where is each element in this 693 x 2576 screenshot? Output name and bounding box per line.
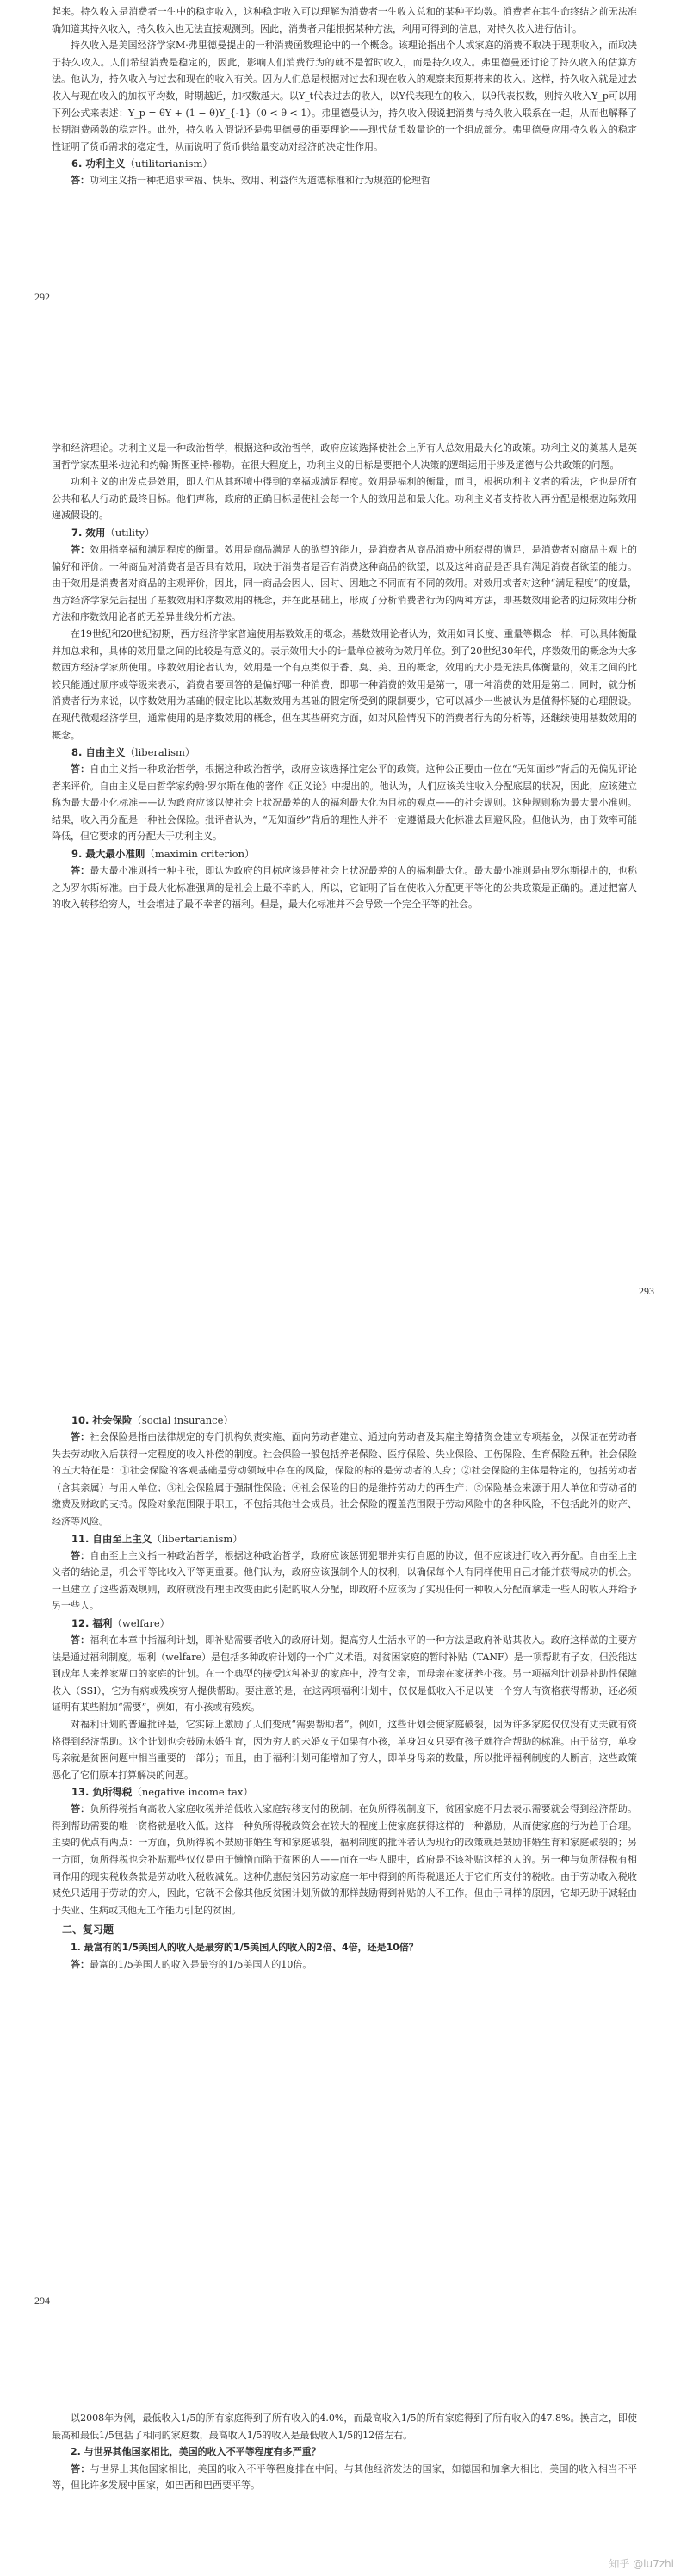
section-heading: 二、复习题 — [62, 1924, 114, 1937]
term-number: 8. — [71, 746, 83, 759]
paragraph: 对福利计划的普遍批评是，它实际上激励了人们变成“需要帮助者”。例如，这些计划会使家庭破裂，因为许多家庭仅仅没有丈夫就有资格得到经济帮助。这个计划也会鼓励未婚生育，因为穷人的未婚女子如果有小孩，单身妇女只要有孩子就符合帮助的标准。由于贫穷，单身母亲就是贫困问题中相当重要的一部分；而且，由于福利计划可能增加了穷人，即单身母亲的数量，所以批评福利制度的人断言，这些政策恶化了它们原本打算解决的问题。 — [52, 1718, 637, 1781]
page-295-top — [0, 2401, 693, 2576]
term-number: 10. — [71, 1414, 90, 1426]
term-title: 负所得税 — [92, 1786, 133, 1799]
answer-label: 答： — [71, 1634, 90, 1646]
page-294 — [0, 1412, 693, 2315]
term-english: （welfare） — [112, 1616, 170, 1629]
term-title: 福利 — [92, 1616, 113, 1629]
answer-label: 答： — [71, 1803, 90, 1815]
term-number: 13. — [71, 1786, 90, 1799]
answer-paragraph — [52, 1547, 637, 1615]
term-english: （social insurance） — [132, 1414, 233, 1426]
answer-label: 答： — [71, 1549, 90, 1561]
term-title: 自由至上主义 — [92, 1532, 152, 1545]
answer-paragraph — [52, 172, 637, 189]
term-number: 6. — [71, 158, 83, 170]
text-block — [52, 2410, 637, 2494]
answer-text: 效用指幸福和满足程度的衡量。效用是商品满足人的欲望的能力，是消费者从商品消费中所获得的满足，是消费者对商品主观上的偏好和评价。一种商品对消费者是否具有效用，取决于消费者是否有消费这种商品的欲望，以及这种商品是否具有满足消费者欲望的能力。由于效用是消费者对商品的主观评价，因此，同一商品会因人、因时、因地之不同而有不同的效用。对效用或者对这种“满足程度”的度量，西方经济学家先后提出了基数效用和序数效用的概念，并在此基础上，形成了分析消费者行为的两种方法，即基数效用论者的边际效用分析方法和序数效用论者的无差异曲线分析方法。 — [52, 543, 637, 623]
paragraph: 学和经济理论。功利主义是一种政治哲学，根据这种政治哲学，政府应该选择使社会上所有人总效用最大化的政策。功利主义的奠基人是英国哲学家杰里米·边沁和约翰·斯图亚特·穆勒。在很大程度上，功利主义的目标是要把个人决策的逻辑运用于涉及道德与公共政策的问题。 — [52, 442, 637, 471]
answer-text: 功利主义指一种把追求幸福、快乐、效用、利益作为道德标准和行为规范的伦理哲 — [90, 175, 430, 187]
answer-text: 社会保险是指由法律规定的专门机构负责实施、面向劳动者建立、通过向劳动者及其雇主筹措资金建立专项基金，以保证在劳动者失去劳动收入后获得一定程度的收入补偿的制度。社会保险一般包括养老保险、医疗保险、失业保险、工伤保险、生育保险五种。社会保险的五大特征是：①社会保险的客观基础是劳动领域中存在的风险，保险的标的是劳动者的人身；②社会保险的主体是特定的，包括劳动者（含其亲属）与用人单位；③社会保险属于强制性保险；④社会保险的目的是维持劳动力的再生产；⑤保险基金来源于用人单位和劳动者的缴费及财政的支持。保险对象范围限于职工，不包括其他社会成员。社会保险的覆盖范围限于劳动风险中的各种风险，不包括此外的财产、经济等风险。 — [52, 1431, 637, 1527]
page-293 — [0, 435, 693, 1308]
review-question: 1. 最富有的1/5美国人的收入是最穷的1/5美国人的收入的2倍、4倍，还是10倍？ — [71, 1942, 418, 1954]
answer-text-extra: 但他认为，由于效率可能降低，但它要求的再分配大于功利主义。 — [52, 813, 637, 843]
answer-paragraph — [52, 1801, 637, 1918]
page-number: 292 — [34, 291, 50, 303]
term-title: 功利主义 — [85, 158, 126, 170]
paragraph: 功利主义的出发点是效用，即人们从其环境中得到的幸福或满足程度。效用是福利的衡量，而且，根据功利主义者的看法，它也是所有公共和私人行动的最终目标。他们声称，政府的正确目标是使社会每一个人的效用总和最大化。功利主义者支持收入再分配是根据边际效用递减假设的。 — [52, 476, 637, 522]
paragraph: 以2008年为例，最低收入1/5的所有家庭得到了所有收入的4.0%，而最高收入1/5的所有家庭得到了所有收入的47.8%。换言之，即使最高和最低1/5包括了相同的家庭数，最高收入1/5的收入是最低收入1/5的12倍左右。 — [52, 2412, 637, 2441]
term-heading — [52, 744, 637, 761]
answer-label: 答： — [71, 763, 90, 775]
answer-paragraph — [52, 2461, 637, 2494]
answer-label: 答： — [71, 1431, 90, 1442]
answer-paragraph — [52, 761, 637, 845]
page-number: 293 — [639, 1285, 654, 1297]
term-heading — [52, 155, 637, 172]
term-heading — [52, 845, 637, 862]
term-number: 9. — [71, 848, 83, 861]
term-number: 7. — [71, 526, 83, 539]
term-heading — [52, 1530, 637, 1547]
answer-text: 负所得税指向高收入家庭收税并给低收入家庭转移支付的税制。在负所得税制度下，贫困家庭不用去表示需要就会得到经济帮助。得到帮助需要的唯一资格就是收入低。这样一种负所得税政策会在较大的程度上使家庭获得这样的一种激励，从而使家庭的行为趋于合理。主要的优点有两点：一方面，负所得税不鼓励非婚生育和家庭破裂，福利制度的批评者认为现行的政策就是鼓励非婚生育和家庭破裂的；另一方面，负所得税也会补贴那些仅仅是由于懒惰而陷于贫困的人——而在一些人眼中，政府是不该补贴这样的人的。另一种与负所得税有相同作用的现实税收条款是劳动收入税收减免。这种优惠使贫困劳动家庭一年中得到的所得税退还大于它们所支付的税收。由于劳动收入税收减免只适用于劳动的穷人，因此，它就不会像其他反贫困计划所做的那样鼓励得到补贴的人不工作。但由于同样的原因，它却无助于减轻由于失业、生病或其他无工作能力引起的贫困。 — [52, 1803, 637, 1916]
term-english: （libertarianism） — [152, 1532, 243, 1545]
answer-paragraph — [52, 1429, 637, 1530]
text-block — [52, 440, 637, 913]
paragraph: 持久收入是美国经济学家M·弗里德曼提出的一种消费函数理论中的一个概念。该理论指出个人或家庭的消费不取决于现期收入，而取决于持久收入。人们希望消费是稳定的，因此，影响人们消费行为的就不是暂时收入，而是持久收入。弗里德曼还讨论了持久收入的估算方法。他认为，持久收入与过去和现在的收入有关。因为人们总是根据对过去和现在收入的观察来预期将来的收入。这样，持久收入就是过去收入与现在收入的加权平均数，时期越近，加权数越大。以Y_t代表过去的收入，以Y代表现在的收入，以θ代表权数，则持久收入Y_p可以用下列公式来表述：Y_p = θY + (1 − θ)Y_{-1}（0 < θ < 1）。弗里德曼认为，持久收入假说把消费与持久收入联系在一起，从而也解释了长期消费函数的稳定性。此外，持久收入假说还是弗里德曼的重要理论——现代货币数量论的一个组成部分。弗里德曼应用持久收入的稳定性证明了货币需求的稳定性，从而说明了货币供给量变动对经济的决定性作用。 — [52, 40, 637, 152]
answer-text: 最大最小准则指一种主张，即认为政府的目标应该是使社会上状况最差的人的福利最大化。最大最小准则是由罗尔斯提出的，也称之为罗尔斯标准。由于最大化标准强调的是社会上最不幸的人，所以，它证明了旨在使收入分配更平等化的公共政策是正确的。通过把富人的收入转移给穷人，社会增进了最不幸者的福利。但是，最大化标准并不会导致一个完全平等的社会。 — [52, 865, 637, 911]
answer-label: 答： — [71, 1959, 90, 1971]
watermark: 知乎 @lu7zhi — [609, 2558, 674, 2570]
term-number: 11. — [71, 1532, 90, 1545]
answer-paragraph — [52, 541, 637, 626]
answer-label: 答： — [71, 865, 90, 877]
answer-label: 答： — [71, 175, 90, 187]
page-292-bottom — [0, 0, 693, 310]
answer-label: 答： — [71, 2462, 90, 2474]
term-title: 社会保险 — [92, 1414, 133, 1426]
term-title: 自由主义 — [85, 746, 126, 759]
term-english: （negative income tax） — [132, 1786, 253, 1799]
answer-label: 答： — [71, 543, 90, 555]
term-heading — [52, 524, 637, 541]
text-block — [52, 1412, 637, 1974]
answer-text: 福利在本章中指福利计划，即补贴需要者收入的政府计划。提高穷人生活水平的一种方法是政府补贴其收入。政府这样做的主要方法是通过福利制度。福利（welfare）是包括多种政府计划的一个广义术语。对贫困家庭的暂时补贴（TANF）是一项帮助有子女，但没能达到成年人来养家糊口的家庭的计划。在一个典型的接受这种补助的家庭中，没有父亲，而母亲在家抚养小孩。另一项福利计划是补助性保障收入（SSI），它为有病或残疾穷人提供帮助。要注意的是，在这两项福利计划中，仅仅是低收入不足以使一个穷人有资格获得帮助，还必须证明有某些附加“需要”，例如，有小孩或有残疾。 — [52, 1634, 637, 1714]
answer-paragraph — [52, 1956, 637, 1974]
term-title: 最大最小准则 — [85, 848, 145, 861]
answer-paragraph — [52, 862, 637, 913]
page-number: 294 — [34, 2295, 50, 2307]
paragraph: 起来。持久收入是消费者一生中的稳定收入，这种稳定收入可以理解为消费者一生收入总和的某种平均数。消费者在其生命终结之前无法准确知道其持久收入，持久收入也无法直接观测到。因此，消费者只能根据某种方法，利用可得到的信息，对持久收入进行估计。 — [52, 6, 637, 34]
term-english: （maximin criterion） — [145, 848, 255, 861]
review-question: 2. 与世界其他国家相比，美国的收入不平等程度有多严重？ — [71, 2446, 321, 2458]
answer-text: 自由主义指一种政治哲学，根据这种政治哲学，政府应该选择注定公平的政策。这种公正要由一位在“无知面纱”背后的无偏见评论者来评价。自由主义是由哲学家约翰·罗尔斯在他的著作《正义论》中提出的。他认为，人们应该关注收入分配底层的状况，因此，应该建立称为最大最小化标准——认为政府应该以使社会上状况最差的人的福利最大化为目标的观点——的社会规则。这种规则称为最大最小准则。结果，收入再分配是一种社会保险。批评者认为，“无知面纱”背后的理性人并不一定遵循最大化标准去回避风险。 — [52, 763, 637, 825]
term-heading — [52, 1615, 637, 1632]
term-heading — [52, 1783, 637, 1801]
term-english: （liberalism） — [125, 746, 195, 759]
term-number: 12. — [71, 1616, 90, 1629]
term-heading — [52, 1412, 637, 1429]
term-english: （utilitarianism） — [125, 158, 213, 170]
paragraph: 在19世纪和20世纪初期，西方经济学家普遍使用基数效用的概念。基数效用论者认为，效用如同长度、重量等概念一样，可以具体衡量并加总求和，具体的效用量之间的比较是有意义的。表示效用大小的计量单位被称为效用单位。到了20世纪30年代，序数效用的概念为大多数西方经济学家所使用。序数效用论者认为，效用是一个有点类似于香、臭、美、丑的概念，效用的大小是无法具体衡量的，效用之间的比较只能通过顺序或等级来表示，消费者要回答的是偏好哪一种消费，即哪一种消费的效用是第一，哪一种消费的效用是第二；同时，就分析消费者行为来说，以序数效用为基础的假定比以基数效用为基础的假定所受到的限制要少，它可以减少一些被认为是值得怀疑的心理假设。在现代微观经济学里，通常使用的是序数效用的概念，但在某些研究方面，如对风险情况下的消费者行为的分析等，还继续使用基数效用的概念。 — [52, 627, 637, 741]
term-title: 效用 — [85, 526, 106, 539]
answer-text: 最富的1/5美国人的收入是最穷的1/5美国人的10倍。 — [90, 1959, 312, 1971]
answer-paragraph — [52, 1632, 637, 1716]
text-block — [52, 3, 637, 189]
term-english: （utility） — [105, 526, 155, 539]
answer-text: 自由至上主义指一种政治哲学，根据这种政治哲学，政府应该惩罚犯罪并实行自愿的协议，但不应该进行收入再分配。自由至上主义者的结论是，机会平等比收入平等更重要。他们认为，政府应该强制个人的权利，以确保每个人有同样使用自己才能并获得成功的机会。一旦建立了这些游戏规则，政府就没有理由改变由此引起的收入分配，即政府不应该为了实现任何一种收入分配而拿走一些人的收入并给予另一些人。 — [52, 1549, 637, 1612]
answer-text: 与世界上其他国家相比，美国的收入不平等程度排在中间。与其他经济发达的国家，如德国和加拿大相比，美国的收入相当不平等，但比许多发展中国家，如巴西和巴西要平等。 — [52, 2462, 637, 2492]
